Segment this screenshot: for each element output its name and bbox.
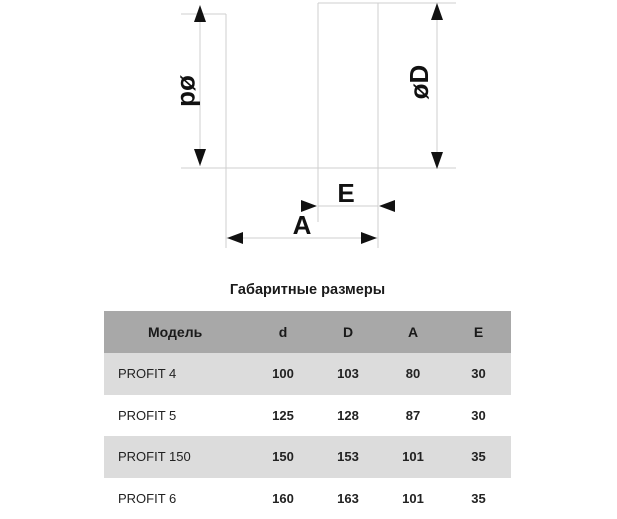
- label-length-e: E: [337, 178, 354, 208]
- label-length-a: A: [293, 210, 312, 240]
- cell-E: 30: [446, 353, 511, 395]
- cell-D: 128: [316, 395, 380, 437]
- header-A: A: [380, 311, 446, 353]
- header-E: E: [446, 311, 511, 353]
- arrow-right-a-icon: [361, 232, 377, 244]
- header-model: Модель: [104, 311, 250, 353]
- label-inner-diameter: ød: [175, 75, 205, 107]
- cell-model: PROFIT 6: [104, 478, 250, 519]
- cell-model: PROFIT 150: [104, 436, 250, 478]
- cell-A: 101: [380, 436, 446, 478]
- header-d: d: [250, 311, 316, 353]
- cell-d: 160: [250, 478, 316, 519]
- extension-lines: [181, 3, 456, 248]
- cell-d: 125: [250, 395, 316, 437]
- cell-A: 101: [380, 478, 446, 519]
- cell-D: 103: [316, 353, 380, 395]
- arrow-down-D-icon: [431, 152, 443, 169]
- arrow-left-a-icon: [227, 232, 243, 244]
- table-row: [104, 478, 511, 519]
- table-row: [104, 353, 511, 395]
- cell-E: 35: [446, 478, 511, 519]
- dimensions-table: [104, 311, 511, 519]
- arrow-up-D-icon: [431, 3, 443, 20]
- cell-D: 163: [316, 478, 380, 519]
- arrow-down-d-icon: [194, 149, 206, 166]
- cell-model: PROFIT 5: [104, 395, 250, 437]
- cell-A: 80: [380, 353, 446, 395]
- arrow-left-e-icon: [379, 200, 395, 212]
- cell-A: 87: [380, 395, 446, 437]
- table-header-row: [104, 311, 511, 353]
- table-caption: Габаритные размеры: [104, 282, 511, 298]
- cell-D: 153: [316, 436, 380, 478]
- label-outer-diameter: øD: [404, 65, 434, 100]
- table-row: [104, 436, 511, 478]
- cell-d: 150: [250, 436, 316, 478]
- table-row: [104, 395, 511, 437]
- header-D: D: [316, 311, 380, 353]
- cell-E: 30: [446, 395, 511, 437]
- cell-E: 35: [446, 436, 511, 478]
- cell-d: 100: [250, 353, 316, 395]
- cell-model: PROFIT 4: [104, 353, 250, 395]
